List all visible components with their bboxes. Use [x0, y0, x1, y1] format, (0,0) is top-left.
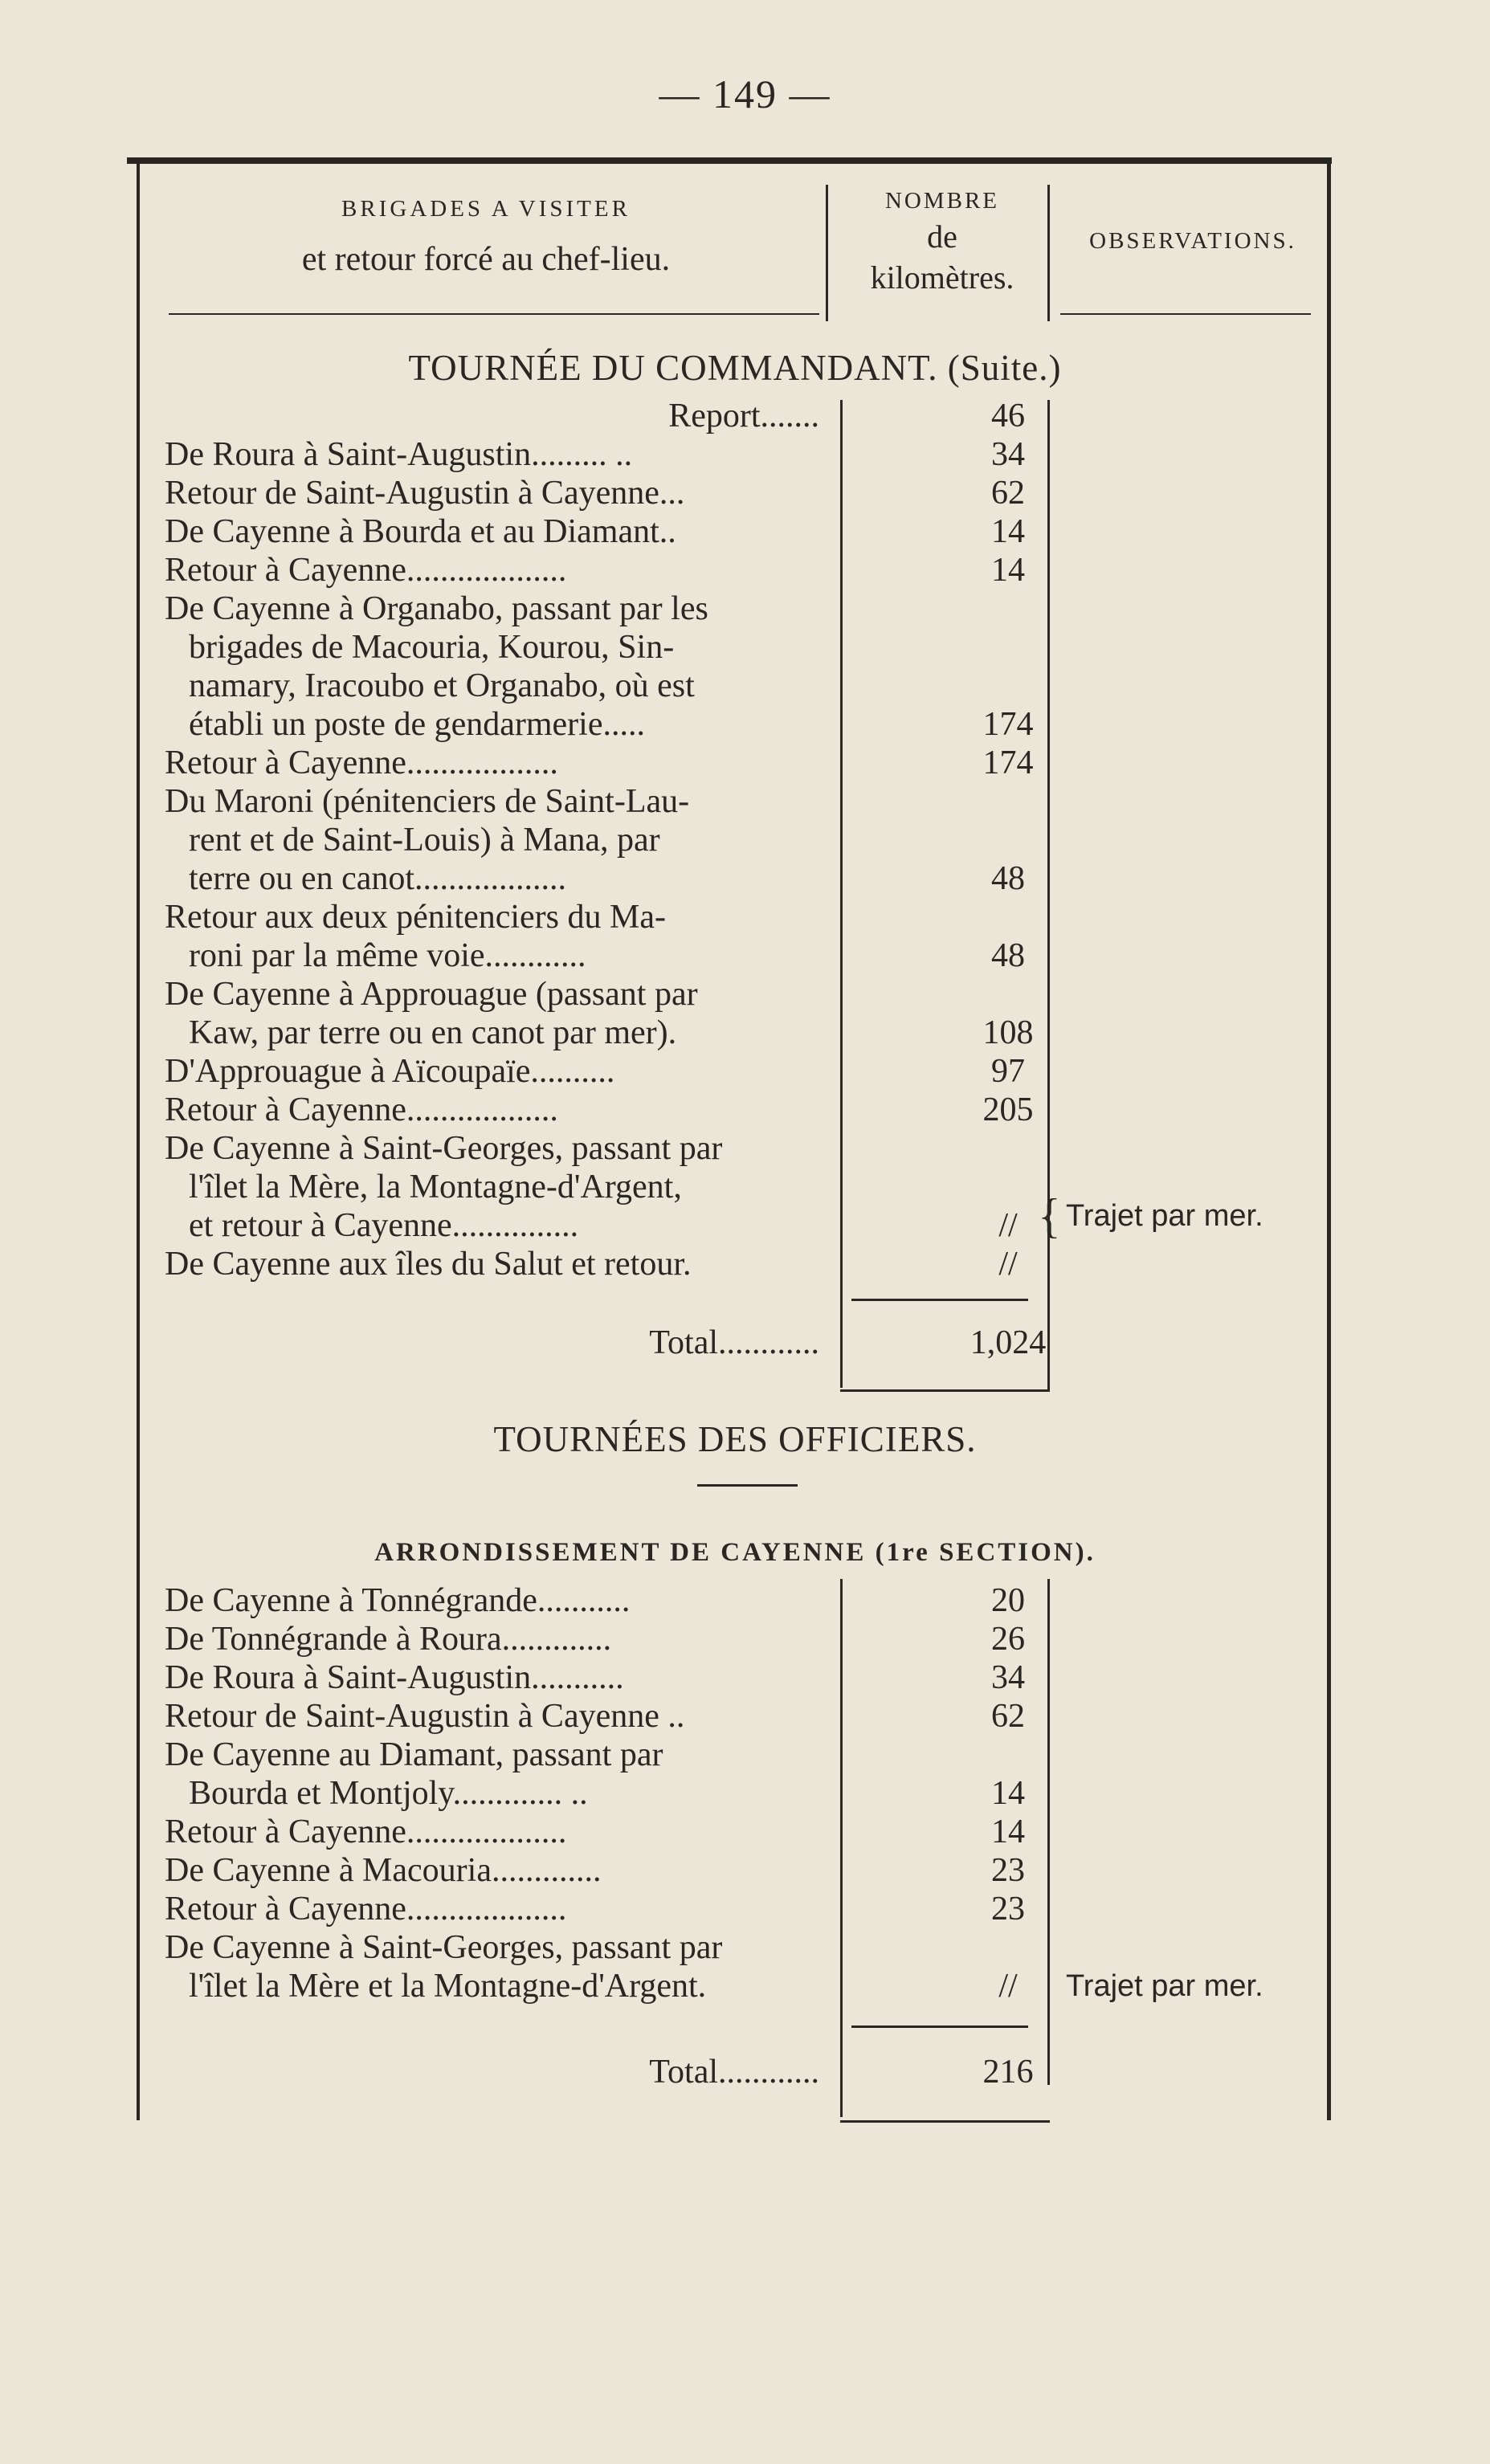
subsection-title-cayenne: ARRONDISSEMENT DE CAYENNE (1re SECTION).	[374, 1538, 1096, 1567]
row-label: namary, Iracoubo et Organabo, où est	[189, 667, 695, 704]
table-row	[165, 705, 1329, 744]
row-km: 26	[991, 1621, 1025, 1658]
table-row	[165, 744, 1329, 782]
table-row	[165, 1736, 1329, 1774]
row-label: Retour de Saint-Augustin à Cayenne ..	[165, 1698, 685, 1735]
observation-trajet-par-mer: Trajet par mer.	[1066, 1199, 1263, 1233]
total-row	[165, 2053, 1329, 2091]
row-km: 205	[982, 1091, 1034, 1128]
table-row	[165, 1620, 1329, 1658]
table-row	[165, 898, 1329, 936]
table-row	[165, 397, 1329, 435]
section-title-commandant: TOURNÉE DU COMMANDANT. (Suite.)	[408, 348, 1062, 388]
table-header	[145, 185, 1325, 321]
header-de: de	[927, 218, 957, 255]
header-brigades-title: BRIGADES A VISITER	[341, 196, 631, 222]
table-row	[165, 975, 1329, 1014]
row-km: 14	[991, 513, 1025, 550]
table-row	[165, 859, 1329, 898]
section2-rows	[165, 1581, 1329, 2005]
row-label: De Cayenne à Macouria.............	[165, 1852, 602, 1889]
table-row	[165, 1890, 1329, 1928]
row-label: Du Maroni (pénitenciers de Saint-Lau-	[165, 783, 690, 820]
row-km: //	[998, 1207, 1018, 1244]
total-label: Total............	[649, 1324, 819, 1361]
row-km: 62	[991, 1698, 1025, 1735]
row-km: 23	[991, 1852, 1025, 1889]
row-label: D'Approuague à Aïcoupaïe..........	[165, 1053, 615, 1090]
header-kilometres: kilomètres.	[870, 259, 1014, 296]
brace-glyph: {	[1038, 1189, 1061, 1242]
row-km: 48	[991, 937, 1025, 974]
total-rule	[851, 1299, 1028, 1301]
page-number: — 149 —	[659, 71, 831, 116]
row-km: 14	[991, 1775, 1025, 1812]
table-row	[165, 1774, 1329, 1813]
header-underline	[169, 313, 819, 315]
row-label: Retour à Cayenne...................	[165, 552, 567, 589]
table-row	[165, 1928, 1329, 1967]
table-row	[165, 1851, 1329, 1890]
row-label: De Tonnégrande à Roura.............	[165, 1621, 612, 1658]
row-label: rent et de Saint-Louis) à Mana, par	[189, 822, 660, 859]
total-rule	[851, 2025, 1028, 2028]
row-km: 48	[991, 860, 1025, 897]
table-row	[165, 936, 1329, 975]
header-separator	[826, 185, 828, 321]
row-label: De Cayenne aux îles du Salut et retour.	[165, 1246, 692, 1283]
table-row	[165, 1967, 1329, 2005]
row-label: roni par la même voie............	[189, 937, 586, 974]
row-label: De Roura à Saint-Augustin......... ..	[165, 436, 633, 473]
total-value: 216	[982, 2054, 1034, 2091]
row-km: 108	[982, 1014, 1034, 1051]
row-km: 23	[991, 1891, 1025, 1928]
total-row	[165, 1324, 1329, 1362]
row-label: l'îlet la Mère et la Montagne-d'Argent.	[189, 1968, 707, 2005]
column-bottom-rule	[840, 2120, 1050, 2123]
row-label: Bourda et Montjoly............. ..	[189, 1775, 588, 1812]
table-row	[165, 512, 1329, 551]
frame-left-border	[137, 161, 140, 2120]
observation-trajet-par-mer: Trajet par mer.	[1066, 1969, 1263, 2003]
section-divider	[697, 1484, 798, 1487]
section-title-officiers: TOURNÉES DES OFFICIERS.	[493, 1419, 977, 1459]
table-row	[165, 1697, 1329, 1736]
row-km: 20	[991, 1582, 1025, 1619]
header-underline	[1060, 313, 1311, 315]
row-label: Retour aux deux pénitenciers du Ma-	[165, 899, 666, 936]
row-km: //	[998, 1968, 1018, 2005]
table-row	[165, 821, 1329, 859]
header-nombre: NOMBRE	[884, 188, 1000, 214]
table-row	[165, 474, 1329, 512]
top-rule	[127, 157, 1332, 164]
table-row	[165, 1581, 1329, 1620]
row-label: Retour à Cayenne..................	[165, 1091, 558, 1128]
row-label: brigades de Macouria, Kourou, Sin-	[189, 629, 675, 666]
row-label: Retour de Saint-Augustin à Cayenne...	[165, 475, 685, 512]
row-label: l'îlet la Mère, la Montagne-d'Argent,	[189, 1169, 682, 1205]
table-row	[165, 1129, 1329, 1168]
table-row	[165, 667, 1329, 705]
total-label: Total............	[649, 2054, 819, 2091]
row-label: De Cayenne à Tonnégrande...........	[165, 1582, 631, 1619]
row-km: 97	[991, 1053, 1025, 1090]
row-label: De Cayenne à Saint-Georges, passant par	[165, 1130, 723, 1167]
row-km: 174	[982, 745, 1034, 781]
row-km: 14	[991, 552, 1025, 589]
row-km: 174	[982, 706, 1034, 743]
header-brigades-subtitle: et retour forcé au chef-lieu.	[301, 241, 671, 278]
row-km: 14	[991, 1813, 1025, 1850]
row-label: terre ou en canot..................	[189, 860, 567, 897]
row-label: De Cayenne au Diamant, passant par	[165, 1736, 663, 1773]
row-label: Report.......	[668, 398, 819, 434]
column-bottom-rule	[840, 1389, 1050, 1392]
row-label: De Cayenne à Organabo, passant par les	[165, 590, 708, 627]
row-km: 62	[991, 475, 1025, 512]
row-label: Retour à Cayenne...................	[165, 1813, 567, 1850]
table-row	[165, 435, 1329, 474]
table-row	[165, 1091, 1329, 1129]
observation-row	[165, 1197, 1329, 1235]
row-km: 34	[991, 436, 1025, 473]
table-row	[165, 628, 1329, 667]
table-row	[165, 1014, 1329, 1052]
header-observations: OBSERVATIONS.	[1089, 228, 1296, 254]
section1-rows	[165, 397, 1329, 1283]
table-row	[165, 589, 1329, 628]
header-column-brigades	[145, 185, 827, 279]
row-label: De Roura à Saint-Augustin...........	[165, 1659, 624, 1696]
row-km: 34	[991, 1659, 1025, 1696]
row-label: et retour à Cayenne...............	[189, 1207, 579, 1244]
table-row	[165, 782, 1329, 821]
row-label: De Cayenne à Saint-Georges, passant par	[165, 1929, 723, 1966]
total-value: 1,024	[970, 1324, 1047, 1361]
row-label: Kaw, par terre ou en canot par mer).	[189, 1014, 677, 1051]
row-label: établi un poste de gendarmerie.....	[189, 706, 645, 743]
table-row	[165, 1658, 1329, 1697]
row-label: Retour à Cayenne...................	[165, 1891, 567, 1928]
table-row	[165, 1245, 1329, 1283]
header-column-kilometres	[834, 185, 1051, 296]
row-label: De Cayenne à Bourda et au Diamant..	[165, 513, 676, 550]
row-label: De Cayenne à Approuague (passant par	[165, 976, 698, 1013]
row-label: Retour à Cayenne..................	[165, 745, 558, 781]
table-row	[165, 551, 1329, 589]
row-km: //	[998, 1246, 1018, 1283]
header-separator	[1047, 185, 1050, 321]
table-row	[165, 1052, 1329, 1091]
table-row	[165, 1813, 1329, 1851]
row-km: 46	[991, 398, 1025, 434]
